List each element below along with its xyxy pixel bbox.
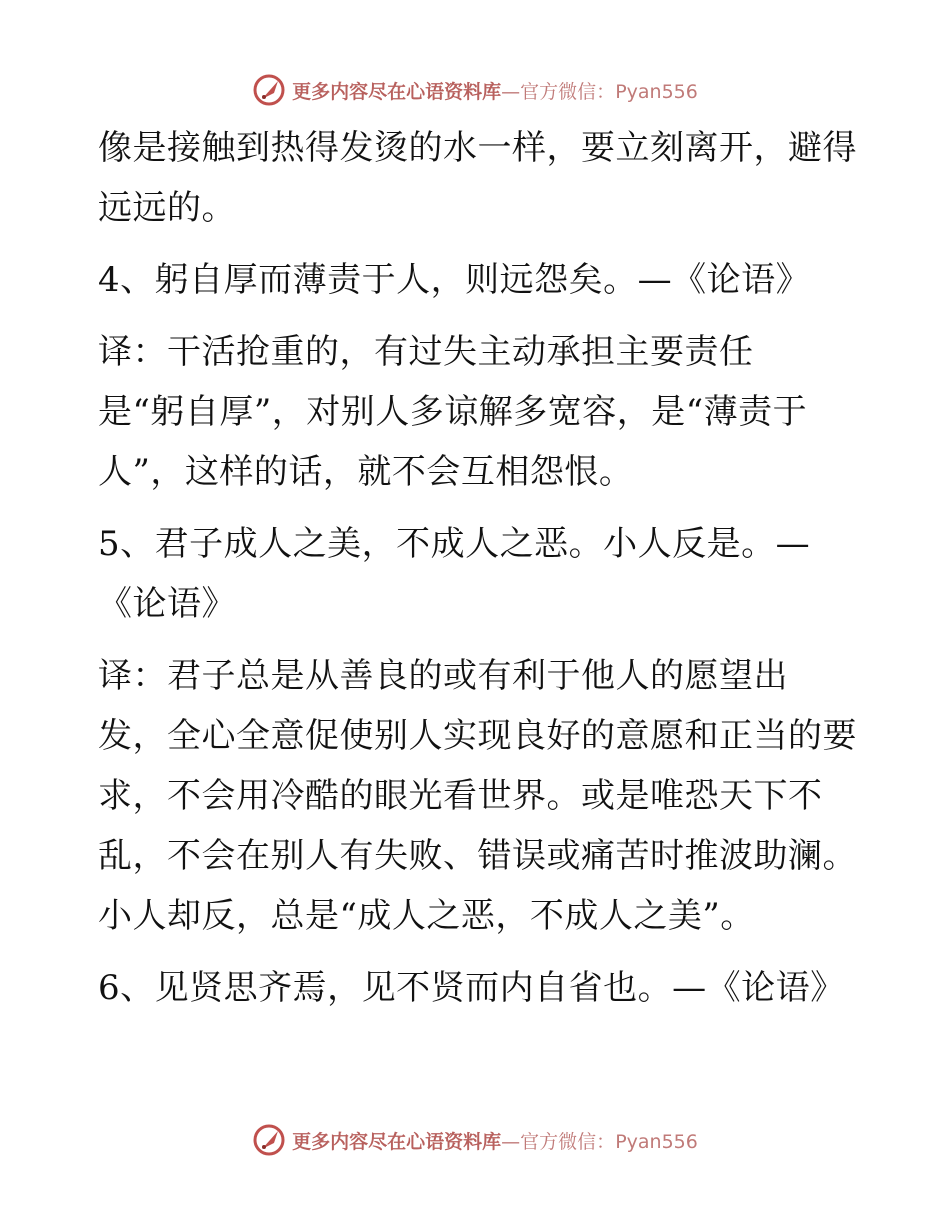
banner-site: 更多内容尽在心语资料库: [292, 80, 502, 103]
text-line: 发，全心全意促使别人实现良好的意愿和正当的要: [98, 716, 857, 756]
quote-line: 5、君子成人之美，不成人之恶。小人反是。—: [98, 524, 811, 564]
header-banner: [0, 70, 950, 110]
quill-logo-icon: [252, 73, 286, 107]
paragraph: [98, 646, 858, 946]
banner-separator: —: [501, 1130, 521, 1153]
paragraph: [98, 514, 858, 634]
banner-site: 更多内容尽在心语资料库: [292, 1130, 502, 1153]
quote-line: 4、躬自厚而薄责于人，则远怨矣。—《论语》: [98, 260, 811, 300]
banner-wechat-id: Pyan556: [615, 1130, 698, 1153]
text-line: 远远的。: [98, 188, 236, 228]
text-line: 译：君子总是从善良的或有利于他人的愿望出: [98, 656, 788, 696]
text-line: 像是接触到热得发烫的水一样，要立刻离开，避得: [98, 128, 857, 168]
banner-wechat-label: 官方微信：: [520, 80, 616, 103]
paragraph: [98, 250, 858, 310]
text-line: 小人却反，总是“成人之恶，不成人之美”。: [98, 896, 755, 936]
banner-text: [292, 1127, 698, 1154]
banner-wechat-label: 官方微信：: [520, 1130, 616, 1153]
text-line: 译：干活抢重的，有过失主动承担主要责任: [98, 332, 754, 372]
text-line: 乱，不会在别人有失败、错误或痛苦时推波助澜。: [98, 836, 857, 876]
quote-line: 《论语》: [98, 584, 236, 624]
quote-line: 6、见贤思齐焉，见不贤而内自省也。—《论语》: [98, 968, 845, 1008]
paragraph: [98, 322, 858, 502]
document-body: [98, 118, 858, 1018]
banner-separator: —: [501, 80, 521, 103]
text-line: 求，不会用冷酷的眼光看世界。或是唯恐天下不: [98, 776, 823, 816]
banner-text: [292, 77, 698, 104]
paragraph: [98, 958, 858, 1018]
paragraph: [98, 118, 858, 238]
banner-wechat-id: Pyan556: [615, 80, 698, 103]
text-line: 是“躬自厚”，对别人多谅解多宽容，是“薄责于: [98, 392, 808, 432]
text-line: 人”，这样的话，就不会互相怨恨。: [98, 452, 634, 492]
footer-banner: [0, 1120, 950, 1160]
quill-logo-icon: [252, 1123, 286, 1157]
